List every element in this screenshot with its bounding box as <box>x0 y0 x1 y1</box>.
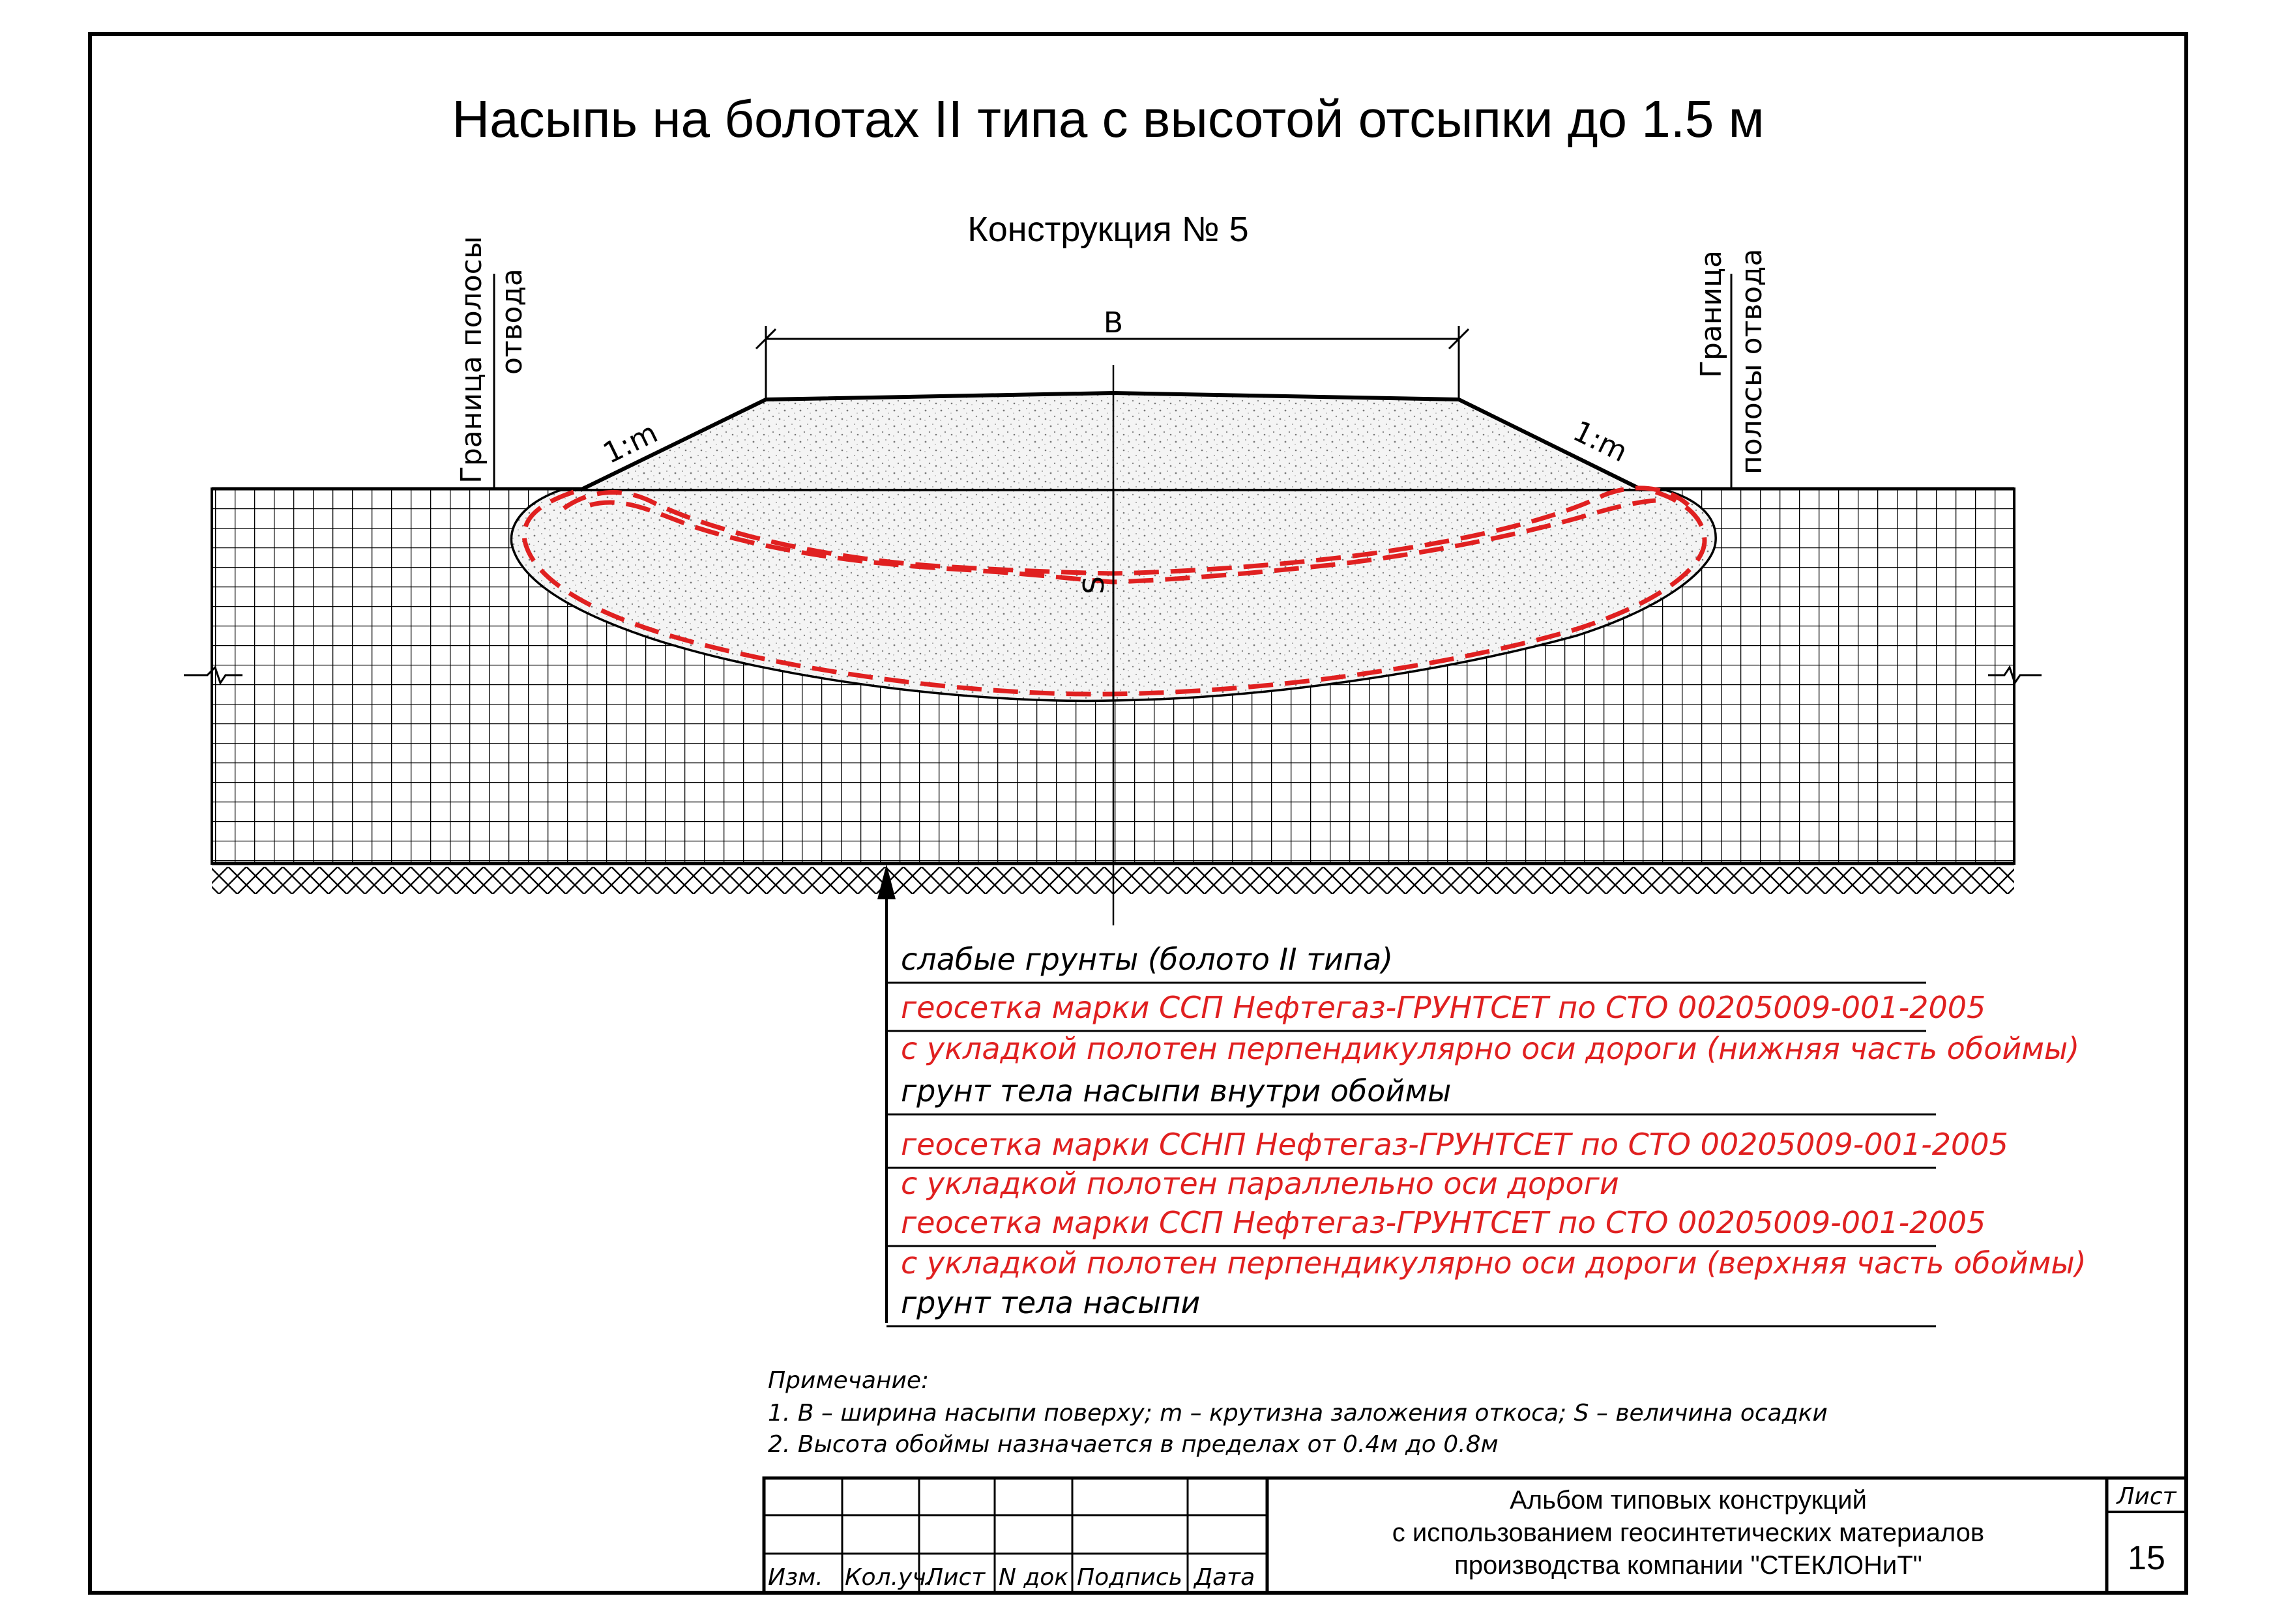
legend-row-8: с укладкой полотен перпендикулярно оси дороги (верхняя часть обоймы) <box>901 1245 2087 1281</box>
sheet-number: 15 <box>2128 1539 2165 1577</box>
legend-row-4: грунт тела насыпи внутри обоймы <box>901 1073 1452 1109</box>
stamp-col-list: Лист <box>926 1564 986 1591</box>
stamp-col-data: Дата <box>1194 1564 1255 1591</box>
legend-leader <box>877 864 896 1323</box>
legend-row-9: грунт тела насыпи <box>901 1285 1201 1320</box>
slope-label-right: 1:m <box>1568 414 1633 469</box>
boundary-right-line1: Граница <box>1695 250 1728 378</box>
boundary-left-line2: отвода <box>495 268 529 375</box>
stamp-col-podpis: Подпись <box>1077 1564 1182 1591</box>
notes-heading: Примечание: <box>768 1367 930 1394</box>
sheet-label: Лист <box>2117 1483 2176 1510</box>
slope-label-left: 1:m <box>598 416 663 471</box>
album-title-line3: производства компании "СТЕКЛОНиТ" <box>1454 1551 1922 1580</box>
legend-row-6: с укладкой полотен параллельно оси дороги <box>901 1166 1619 1201</box>
stamp-col-izm: Изм. <box>768 1564 823 1591</box>
page-title: Насыпь на болотах II типа с высотой отсыпки до 1.5 м <box>452 90 1765 148</box>
embankment-body <box>581 393 1643 489</box>
width-label: B <box>1103 306 1124 340</box>
note-item-1: 1. B – ширина насыпи поверху; m – крутизна заложения откоса; S – величина осадки <box>768 1400 1828 1427</box>
note-item-2: 2. Высота обоймы назначается в пределах от 0.4м до 0.8м <box>768 1431 1499 1458</box>
legend-row-7: геосетка марки ССП Нефтегаз-ГРУНТСЕТ по СТО 00205009-001-2005 <box>901 1205 1986 1240</box>
stamp-col-ndok: N док <box>999 1564 1069 1591</box>
settlement-label: S <box>1077 576 1111 594</box>
legend-table <box>886 942 2087 1326</box>
construction-subtitle: Конструкция № 5 <box>967 210 1249 249</box>
boundary-left-line1: Граница полосы <box>455 236 488 484</box>
legend-row-1: слабые грунты (болото II типа) <box>901 942 1394 977</box>
legend-row-2: геосетка марки ССП Нефтегаз-ГРУНТСЕТ по СТО 00205009-001-2005 <box>901 990 1986 1025</box>
album-title-line1: Альбом типовых конструкций <box>1510 1486 1867 1515</box>
stamp-col-kol: Кол.уч. <box>845 1564 934 1591</box>
album-title-line2: с использованием геосинтетических материалов <box>1392 1518 1985 1547</box>
legend-row-3: с укладкой полотен перпендикулярно оси дороги (нижняя часть обоймы) <box>901 1031 2080 1066</box>
boundary-right-line2: полосы отвода <box>1735 248 1768 474</box>
legend-row-5: геосетка марки ССНП Нефтегаз-ГРУНТСЕТ по СТО 00205009-001-2005 <box>901 1127 2008 1162</box>
